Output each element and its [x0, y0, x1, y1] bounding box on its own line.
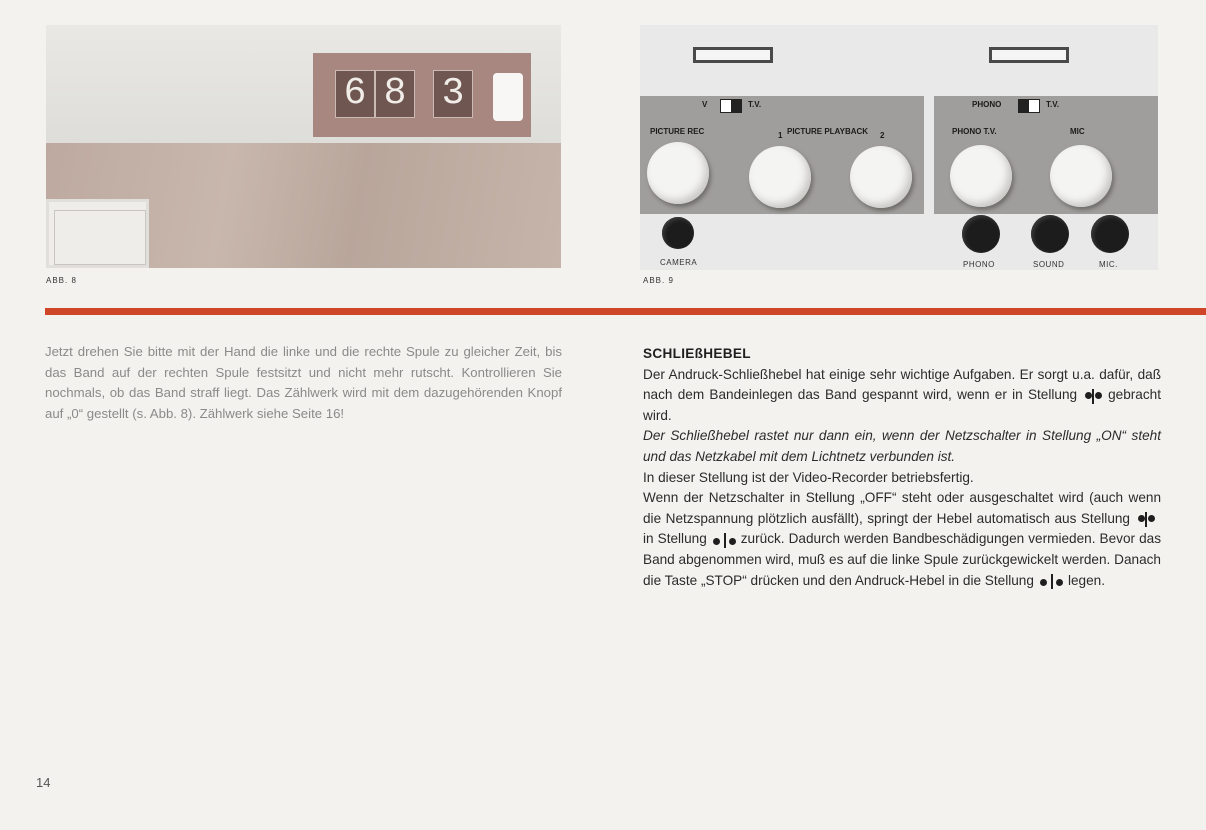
indicator-slot — [989, 47, 1069, 63]
mic-knob-label: MIC — [1070, 127, 1085, 136]
counter-digit: 3 — [433, 70, 473, 118]
mic-knob — [1050, 145, 1112, 207]
phono-jack-label: PHONO — [963, 260, 995, 269]
open-position-symbol — [713, 532, 737, 548]
locked-position-symbol — [1085, 388, 1102, 404]
video-source-switch — [720, 99, 742, 113]
paragraph-4-mid: in Stellung — [643, 531, 707, 547]
paragraph-1 — [643, 365, 1161, 427]
paragraph-3: In dieser Stellung ist der Video-Recorder betriebsfertig. — [643, 469, 974, 485]
indicator-slot — [693, 47, 773, 63]
audio-input-panel — [934, 96, 1158, 214]
left-paragraph: Jetzt drehen Sie bitte mit der Hand die linke und die rechte Spule zu gleicher Zeit, bis das Band auf der rechten Spule festsitzt und nicht mehr rutscht. Kontrollieren Sie nochmals, ob das Band straff liegt. Das Zählwerk wird mit dem dazugehörenden Knopf auf „0“ gestellt (s. Abb. 8). Zählwerk siehe Seite 16! — [45, 344, 562, 421]
playback-knob-2 — [850, 146, 912, 208]
playback-knob-1 — [749, 146, 811, 208]
paragraph-4-text: Wenn der Netzschalter in Stellung „OFF“ steht oder ausgeschaltet wird (auch wenn die Netzspannung plötzlich ausfällt), springt der Hebel automatisch aus Stellung — [643, 490, 1161, 526]
picture-rec-knob — [647, 142, 709, 204]
mic-jack-label: MIC. — [1099, 260, 1118, 269]
open-position-symbol — [1040, 573, 1064, 589]
switch-label-v: V — [702, 100, 708, 109]
sound-jack-label: SOUND — [1033, 260, 1065, 269]
locked-position-symbol — [1138, 511, 1155, 527]
phono-jack — [962, 215, 1000, 253]
phono-tv-label: PHONO T.V. — [952, 127, 997, 136]
counter-digit: 6 — [335, 70, 375, 118]
figure-8-caption: ABB. 8 — [46, 276, 77, 285]
picture-playback-label: PICTURE PLAYBACK — [787, 127, 869, 136]
left-column — [45, 342, 562, 424]
phono-tv-knob — [950, 145, 1012, 207]
switch-label-tv: T.V. — [748, 100, 762, 109]
switch-label-phono: PHONO — [972, 100, 1002, 109]
playback-num-2: 2 — [880, 131, 885, 140]
section-heading: SCHLIEßHEBEL — [643, 346, 751, 361]
figure-9-photo — [640, 25, 1158, 270]
paragraph-1-text: Der Andruck-Schließhebel hat einige sehr wichtige Aufgaben. Er sorgt u.a. dafür, daß nach dem Bandeinlegen das Band gespannt wird, wenn er in Stellung — [643, 366, 1161, 403]
audio-source-switch — [1018, 99, 1040, 113]
right-column — [643, 344, 1161, 591]
camera-jack-label: CAMERA — [660, 258, 698, 267]
figure-9-caption: ABB. 9 — [643, 276, 674, 285]
paragraph-4 — [643, 488, 1161, 591]
video-input-panel — [640, 96, 924, 214]
figure-8-photo — [46, 25, 561, 268]
counter-reset-knob — [493, 73, 523, 121]
paragraph-2: Der Schließhebel rastet nur dann ein, wenn der Netzschalter in Stellung „ON“ steht und das Netzkabel mit dem Lichtnetz verbunden ist. — [643, 428, 1161, 464]
camera-jack — [662, 217, 694, 249]
mic-jack — [1091, 215, 1129, 253]
counter-digit: 8 — [375, 70, 415, 118]
tape-counter — [313, 53, 531, 137]
playback-num-1: 1 — [778, 131, 783, 140]
section-divider — [45, 308, 1206, 315]
corner-panel — [46, 199, 149, 268]
sound-jack — [1031, 215, 1069, 253]
picture-rec-label: PICTURE REC — [650, 127, 705, 136]
paragraph-4-end: legen. — [1067, 572, 1105, 588]
switch-label-tv: T.V. — [1046, 100, 1060, 109]
paragraph-1-end: gebracht wird. — [643, 387, 1161, 423]
paragraph-4-cont: zurück. Dadurch werden Bandbeschädigungen vermieden. Bevor das Band abgenommen wird, muß es auf die linke Spule zurückgewickelt werden. Danach die Taste „STOP“ drücken und den Andruck-Hebel in die Stellung — [643, 531, 1161, 588]
page-number: 14 — [36, 775, 51, 790]
